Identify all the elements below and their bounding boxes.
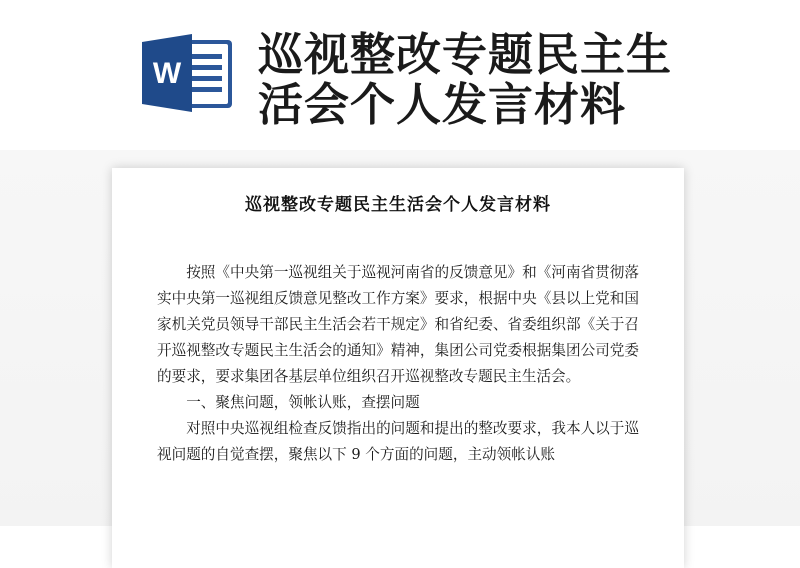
- document-page: [112, 168, 684, 568]
- document-title: 巡视整改专题民主生活会个人发言材料: [245, 195, 551, 215]
- document-paragraph: 按照《中央第一巡视组关于巡视河南省的反馈意见》和《河南省贯彻落实中央第一巡视组反馈意见整改工作方案》要求，根据中央《县以上党和国家机关党员领导干部民主生活会若干规定》和省纪委、省委组织部《关于召开巡视整改专题民主生活会的通知》精神，集团公司党委根据集团公司党委的要求，要求集团各基层单位组织召开巡视整改专题民主生活会。: [157, 264, 639, 385]
- section-heading: 一、聚焦问题，领帐认账，查摆问题: [186, 394, 420, 411]
- word-logo-letter: W: [152, 57, 182, 90]
- banner-title: 巡视整改专题民主生 活会个人发言材料: [258, 28, 673, 131]
- document-paragraph: 对照中央巡视组检查反馈指出的问题和提出的整改要求，我本人以于巡视问题的自觉查摆，聚焦以下 9 个方面的问题，主动领帐认账: [157, 420, 639, 463]
- word-document-icon: [140, 34, 236, 112]
- document-viewport: [0, 150, 800, 526]
- banner: [0, 0, 800, 150]
- document-body: [157, 260, 639, 468]
